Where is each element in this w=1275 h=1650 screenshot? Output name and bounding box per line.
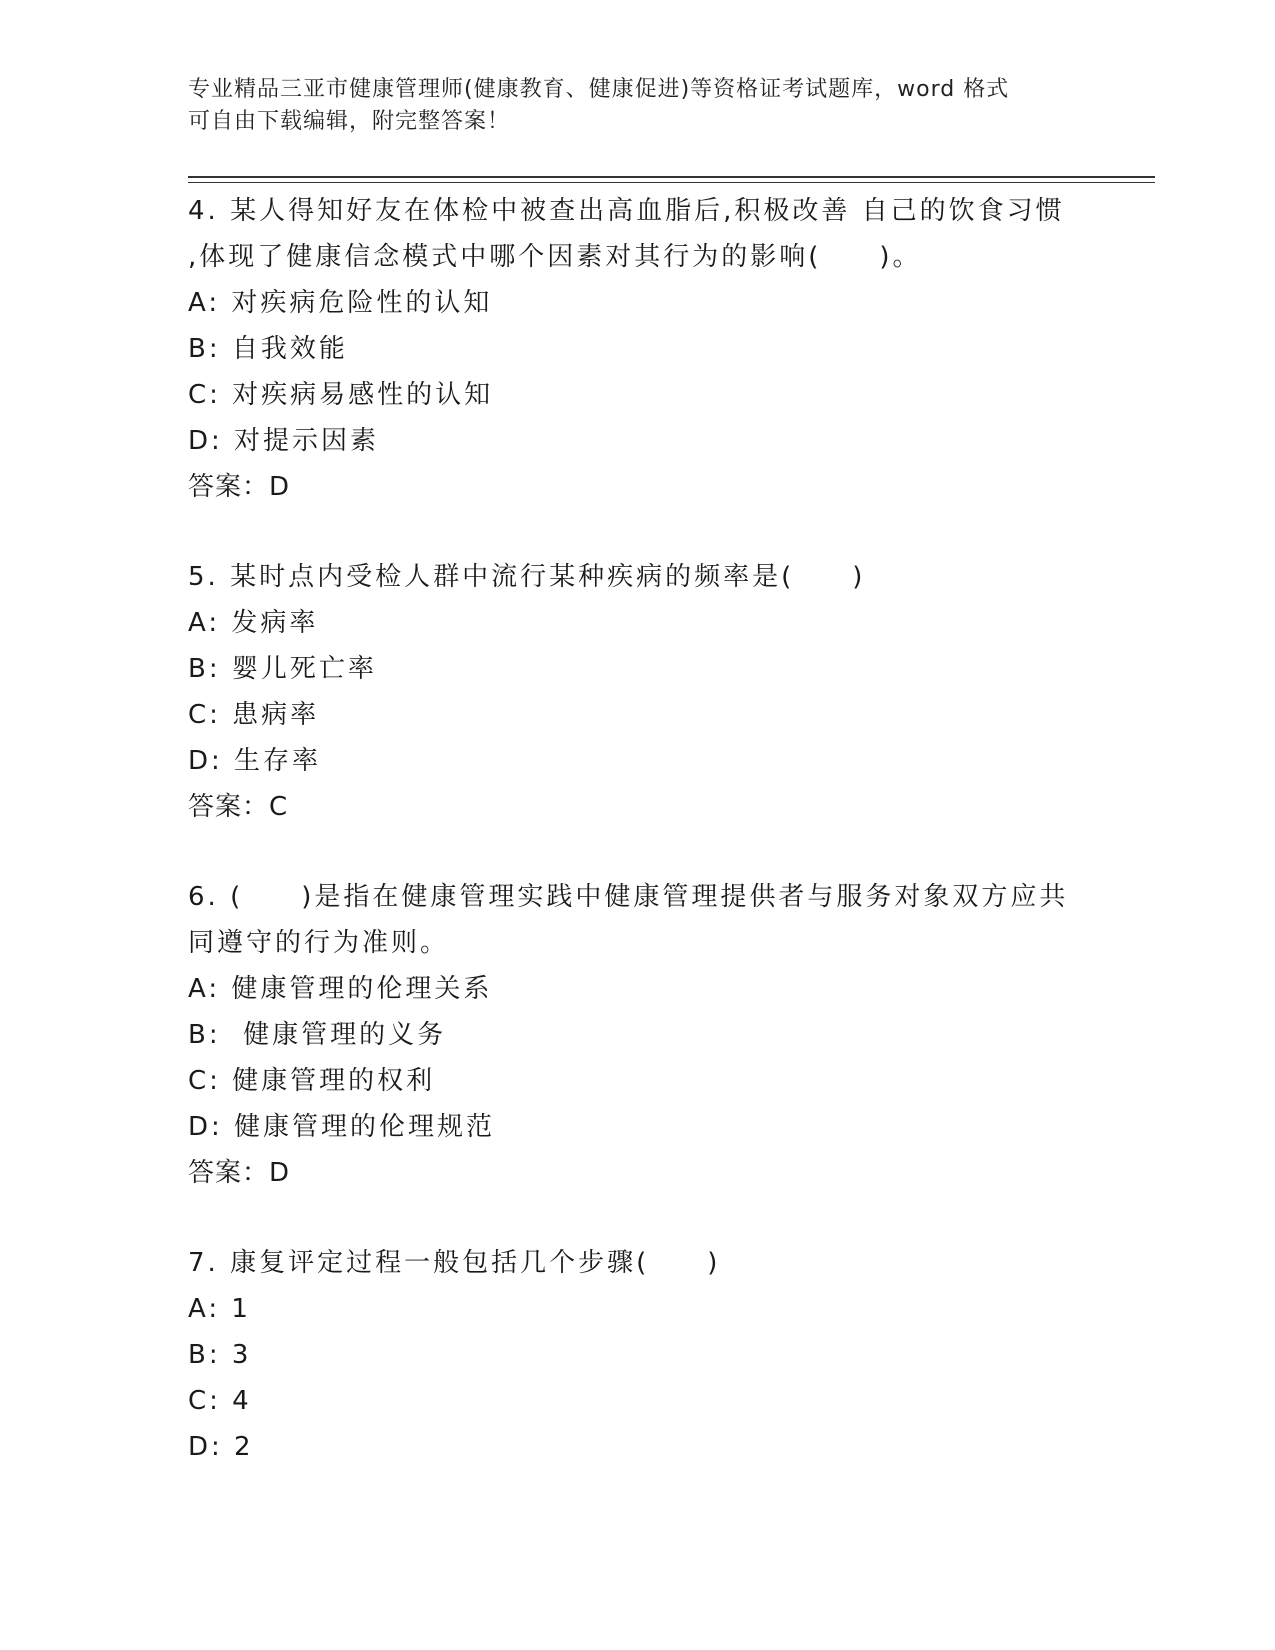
question-text xyxy=(188,188,1088,280)
option-c: C: 患病率 xyxy=(188,700,320,730)
question-item xyxy=(188,554,1088,830)
option-a: A: 1 xyxy=(188,1294,251,1324)
option-b: B: 自我效能 xyxy=(188,334,348,364)
question-text xyxy=(188,1240,1088,1286)
question-text-line: 5. 某时点内受检人群中流行某种疾病的频率是( ) xyxy=(188,562,866,592)
question-text-line: 7. 康复评定过程一般包括几个步骤( ) xyxy=(188,1248,721,1278)
header-divider-thick xyxy=(188,176,1155,178)
spacer xyxy=(188,1196,1088,1240)
option-d: D: 健康管理的伦理规范 xyxy=(188,1112,496,1142)
spacer xyxy=(188,830,1088,874)
option-d: D: 对提示因素 xyxy=(188,426,380,456)
question-text-line: 同遵守的行为准则。 xyxy=(188,928,450,958)
header-line-1: 专业精品三亚市健康管理师(健康教育、健康促进)等资格证考试题库，word 格式 xyxy=(188,77,1010,102)
answer-line: 答案：D xyxy=(188,472,291,502)
header-divider-thin xyxy=(188,182,1155,183)
question-item xyxy=(188,1240,1088,1470)
option-c: C: 健康管理的权利 xyxy=(188,1066,436,1096)
question-list xyxy=(188,188,1088,1470)
header-line-2: 可自由下载编辑，附完整答案！ xyxy=(188,109,511,134)
question-text-line: 4. 某人得知好友在体检中被查出高血脂后,积极改善 自己的饮食习惯 xyxy=(188,196,1065,226)
option-d: D: 2 xyxy=(188,1432,254,1462)
option-a: A: 健康管理的伦理关系 xyxy=(188,974,493,1004)
answer-line: 答案：C xyxy=(188,792,289,822)
answer-line: 答案：D xyxy=(188,1158,291,1188)
option-c: C: 4 xyxy=(188,1386,252,1416)
option-c: C: 对疾病易感性的认知 xyxy=(188,380,494,410)
question-text xyxy=(188,874,1088,966)
document-header xyxy=(188,74,1088,138)
option-b: B: 健康管理的义务 xyxy=(188,1020,447,1050)
question-text-line: ,体现了健康信念模式中哪个因素对其行为的影响( )。 xyxy=(188,242,922,272)
option-b: B: 3 xyxy=(188,1340,252,1370)
question-text xyxy=(188,554,1088,600)
question-item xyxy=(188,188,1088,510)
option-a: A: 发病率 xyxy=(188,608,319,638)
option-d: D: 生存率 xyxy=(188,746,322,776)
spacer xyxy=(188,510,1088,554)
question-item xyxy=(188,874,1088,1196)
question-text-line: 6. ( )是指在健康管理实践中健康管理提供者与服务对象双方应共 xyxy=(188,882,1069,912)
option-b: B: 婴儿死亡率 xyxy=(188,654,377,684)
option-a: A: 对疾病危险性的认知 xyxy=(188,288,493,318)
